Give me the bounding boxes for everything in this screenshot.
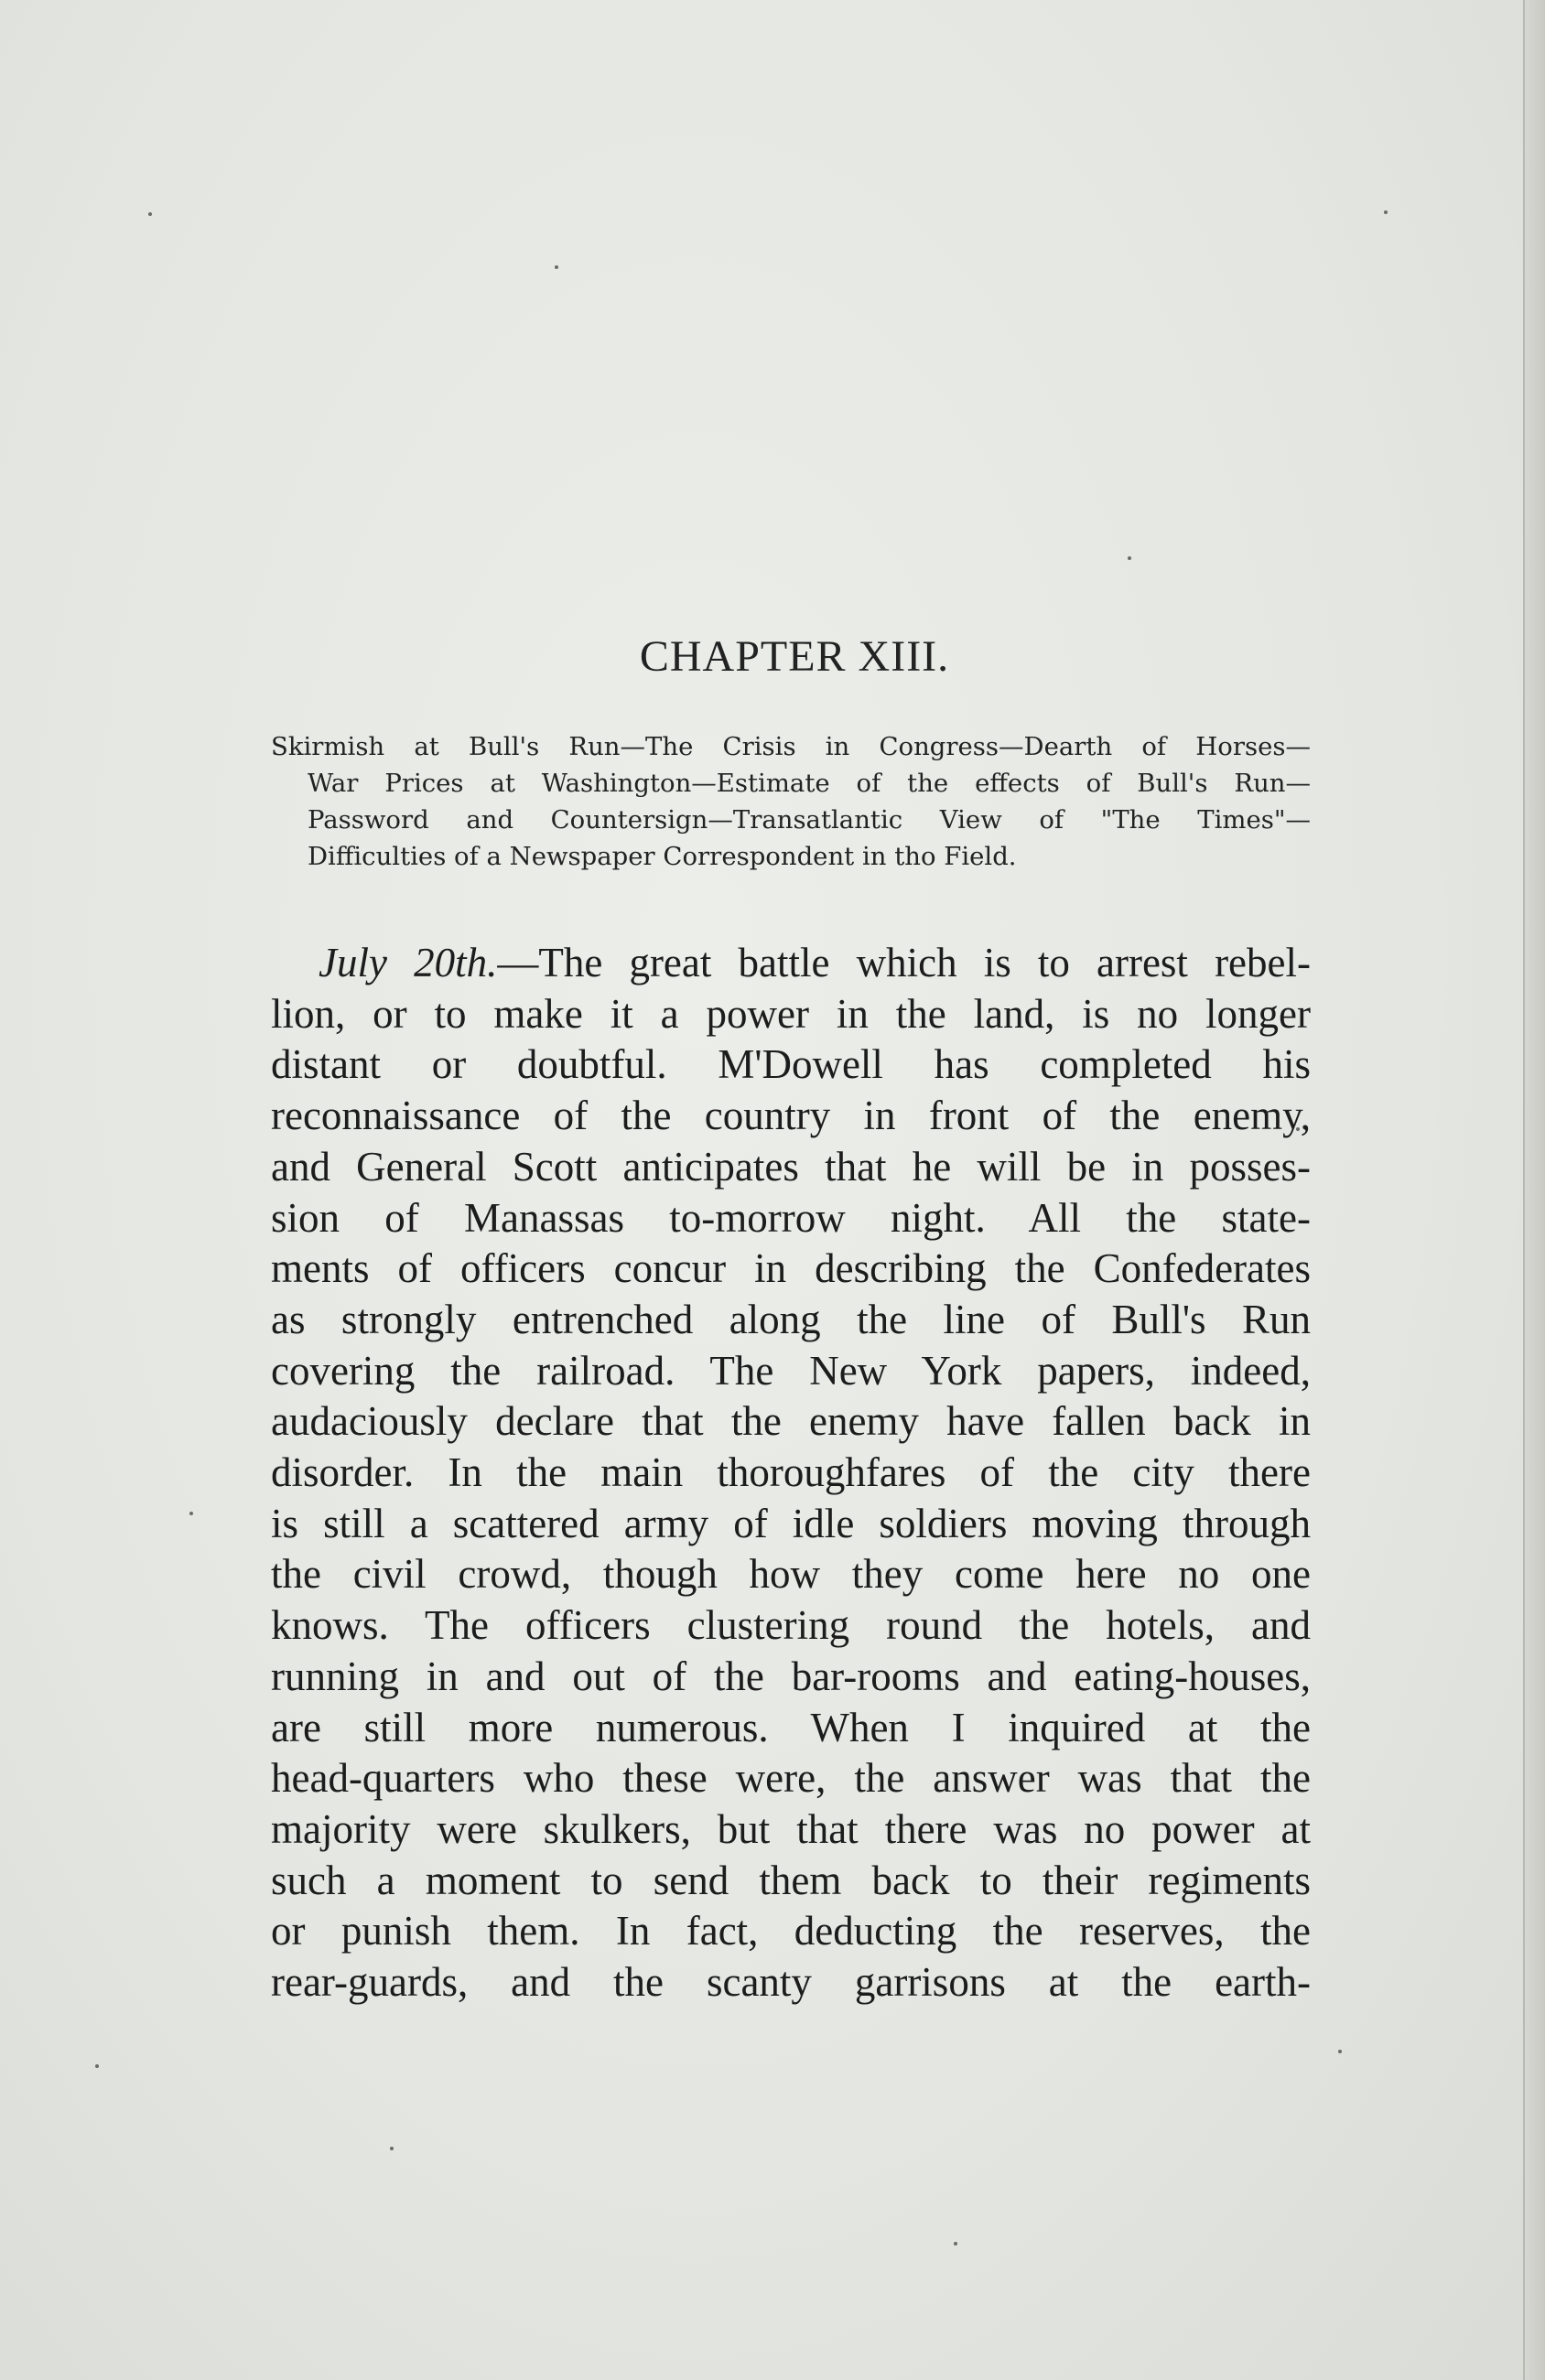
body-line: ments of officers concur in describing the Confederates [271,1245,1311,1292]
body-line: lion, or to make it a power in the land, is no longer [271,990,1311,1037]
body-text [271,938,1311,2008]
body-line: running in and out of the bar-rooms and eating-houses, [271,1653,1311,1699]
summary-line: War Prices at Washington—Estimate of the effects of Bull's Run— [308,769,1311,798]
body-line: disorder. In the main thoroughfares of the city there [271,1449,1311,1496]
paper-speck [189,1512,193,1515]
body-line: knows. The officers clustering round the hotels, and [271,1602,1311,1649]
body-line: or punish them. In fact, deducting the reserves, the [271,1908,1311,1955]
body-line: audaciously declare that the enemy have fallen back in [271,1398,1311,1445]
body-line: head-quarters who these were, the answer was that the [271,1755,1311,1802]
page-edge [1523,0,1545,2380]
body-line: and General Scott anticipates that he will be in posses- [271,1143,1311,1190]
entry-date: July 20th. [319,940,498,985]
body-line: such a moment to send them back to their regiments [271,1857,1311,1903]
body-line: sion of Manassas to-morrow night. All the state- [271,1194,1311,1241]
body-line: covering the railroad. The New York papers, indeed, [271,1347,1311,1394]
body-line: as strongly entrenched along the line of Bull's Run [271,1296,1311,1342]
paper-speck [1384,210,1388,214]
body-line: the civil crowd, though how they come here no one [271,1551,1311,1598]
paper-speck [95,2064,99,2068]
body-line: is still a scattered army of idle soldiers moving through [271,1500,1311,1546]
body-line [271,938,1311,989]
paper-speck [1338,2050,1342,2053]
body-line: rear-guards, and the scanty garrisons at the earth- [271,1959,1311,2006]
body-line-text: —The great battle which is to arrest rebel- [497,940,1311,985]
body-line: reconnaissance of the country in front of the enemy, [271,1093,1311,1139]
paper-speck [555,265,558,269]
paper-speck [390,2147,394,2150]
summary-line: Skirmish at Bull's Run—The Crisis in Congress—Dearth of Horses— [271,732,1311,761]
chapter-summary [271,728,1311,875]
paper-speck [148,212,152,216]
paper-speck [954,2242,957,2245]
paper-speck [1128,556,1131,560]
summary-line: Password and Countersign—Transatlantic View of "The Times"— [308,805,1311,835]
body-line: majority were skulkers, but that there was no power at [271,1805,1311,1852]
chapter-title: CHAPTER XIII. [639,632,950,681]
body-line: are still more numerous. When I inquired at the [271,1704,1311,1750]
summary-line: Difficulties of a Newspaper Correspondent in tho Field. [308,842,1017,871]
body-line: distant or doubtful. M'Dowell has completed his [271,1041,1311,1088]
